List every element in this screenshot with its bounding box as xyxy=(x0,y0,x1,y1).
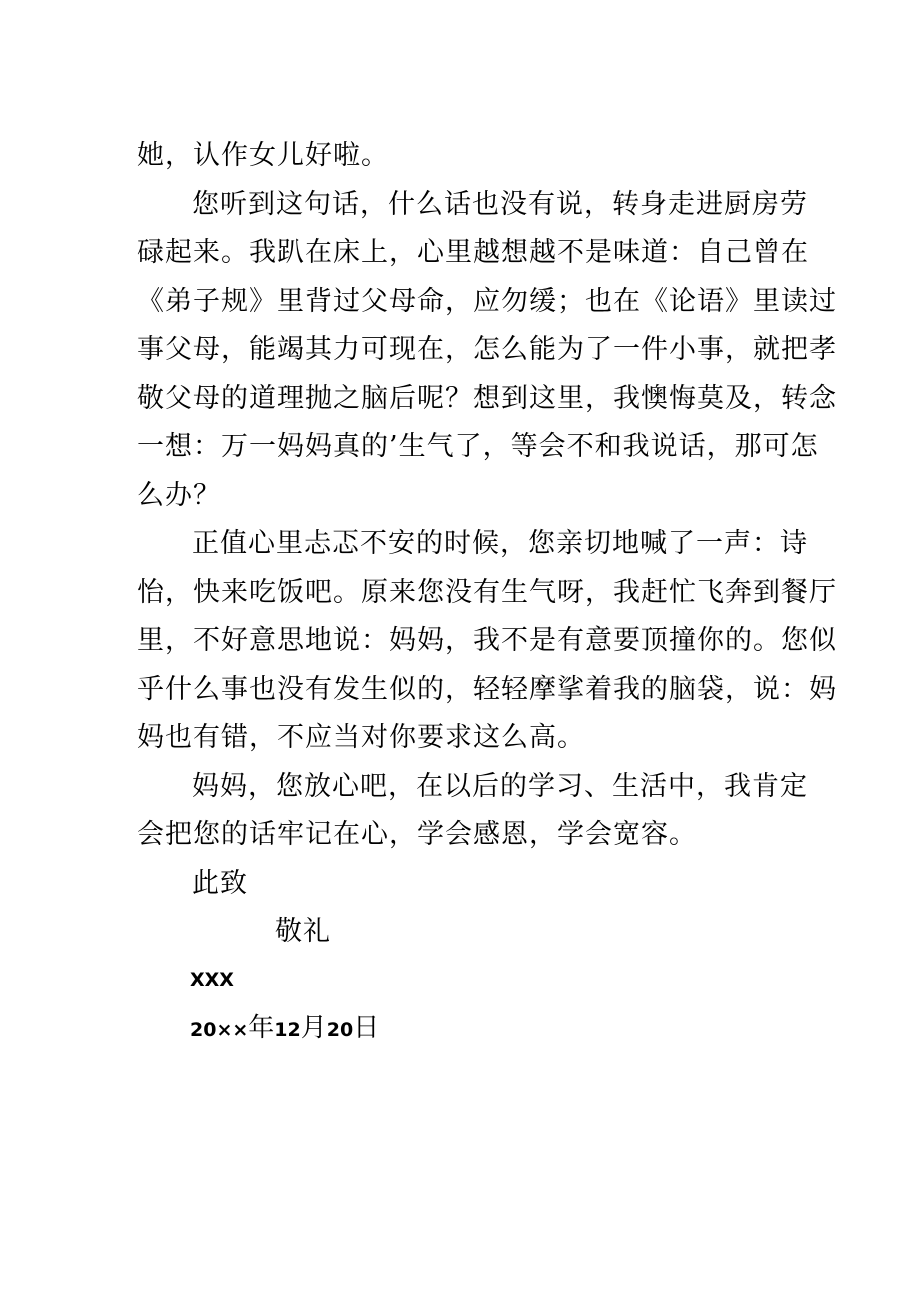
letter-line: 乎什么事也没有发生似的，轻轻摩挲着我的脑袋，说：妈 xyxy=(137,673,837,705)
letter-line: 《弟子规》里背过父母命，应勿缓；也在《论语》里读过 xyxy=(137,285,837,317)
date-day-unit: 日 xyxy=(353,1013,380,1043)
letter-date xyxy=(190,1013,380,1043)
date-month-unit: 月 xyxy=(300,1013,327,1043)
letter-line: 么办？ xyxy=(137,479,221,511)
date-year-unit: 年 xyxy=(248,1013,275,1043)
letter-line: 一想：万一妈妈真的’生气了，等会不和我说话，那可怎 xyxy=(137,431,819,462)
salutation: 敬礼 xyxy=(275,916,331,947)
date-month: 12 xyxy=(274,1019,301,1041)
closing-phrase: 此致 xyxy=(192,867,248,899)
signature: XXX xyxy=(190,969,234,991)
letter-line: 怡，快来吃饭吧。原来您没有生气呀，我赶忙飞奔到餐厅 xyxy=(137,576,837,608)
letter-line: 妈也有错，不应当对你要求这么高。 xyxy=(137,722,585,753)
letter-line: 敬父母的道理抛之脑后呢？想到这里，我懊悔莫及，转念 xyxy=(137,382,837,414)
date-year: 20×× xyxy=(190,1019,249,1041)
date-day: 20 xyxy=(326,1019,354,1041)
letter-line: 事父母，能竭其力可现在，怎么能为了一件小事，就把孝 xyxy=(137,334,837,365)
letter-line: 碌起来。我趴在床上，心里越想越不是味道：自己曾在 xyxy=(137,237,809,268)
letter-line: 妈妈，您放心吧，在以后的学习、生活中，我肯定 xyxy=(192,770,808,802)
letter-line: 您听到这句话，什么话也没有说，转身走进厨房劳 xyxy=(192,188,808,220)
letter-body xyxy=(137,132,837,957)
letter-line: 她，认作女儿好啦。 xyxy=(137,140,389,171)
letter-line: 正值心里忐忑不安的时候，您亲切地喊了一声：诗 xyxy=(192,528,808,559)
letter-line: 里，不好意思地说：妈妈，我不是有意要顶撞你的。您似 xyxy=(137,625,837,656)
letter-line: 会把您的话牢记在心，学会感恩，学会宽容。 xyxy=(137,819,697,850)
